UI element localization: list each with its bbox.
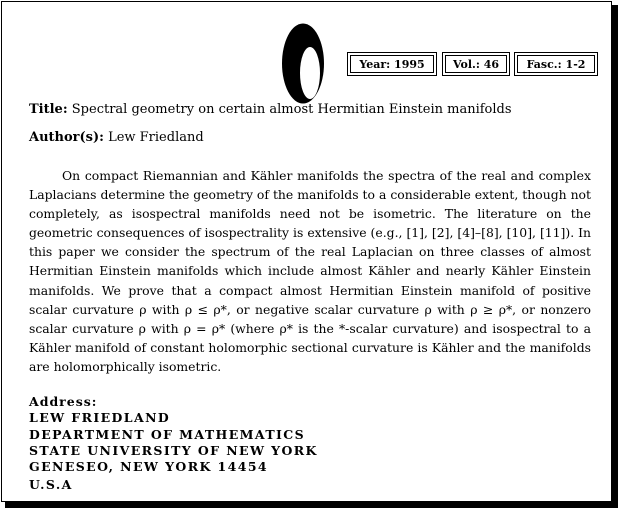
title-line [29, 102, 512, 117]
fascicle-label: Fasc.: [526, 58, 562, 71]
address-line: GENESEO, NEW YORK 14454 [29, 459, 269, 475]
abstract-text: On compact Riemannian and Kähler manifolds the spectra of the real and complex Laplacians determine the geometry of the manifolds to a considerable extent, though not completely, as isospectral manifolds need not be isometric. The literature on the geometric consequences of isospectrality is extensive (e.g., [1], [2], [4]–[8], [10], [11]). In this paper we consider the spectrum of the real Laplacian on three classes of almost Hermitian Einstein manifolds which include almost Kähler and nearly Kähler Einstein manifolds. We prove that a compact almost Hermitian Einstein manifold of positive scalar curvature ρ with ρ ≤ ρ*, or negative scalar curvature ρ with ρ ≥ ρ*, or nonzero scalar curvature ρ with ρ = ρ* (where ρ* is the *-scalar curvature) and isospectral to a Kähler manifold of constant holomorphic sectional curvature is Kähler and the manifolds are holomorphically isometric. [29, 168, 591, 374]
address-line: LEW FRIEDLAND [29, 410, 171, 426]
fascicle-value: 1-2 [565, 58, 586, 71]
volume-value: 46 [483, 58, 500, 71]
frame-shadow-bottom [5, 502, 618, 508]
authors-line [29, 130, 204, 145]
title-label: Title: [29, 102, 68, 117]
fascicle-badge [517, 55, 595, 73]
address-label: Address: [29, 394, 98, 409]
year-label: Year: [359, 58, 391, 71]
address-line: U.S.A [29, 477, 73, 493]
address-block [29, 394, 318, 494]
address-line: STATE UNIVERSITY OF NEW YORK [29, 442, 318, 458]
address-line: DEPARTMENT OF MATHEMATICS [29, 426, 306, 442]
paper-title: Spectral geometry on certain almost Hermitian Einstein manifolds [71, 102, 512, 117]
frame-shadow-right [612, 5, 618, 507]
year-badge [350, 55, 434, 73]
volume-label: Vol.: [452, 58, 480, 71]
authors-value: Lew Friedland [108, 130, 204, 145]
volume-badge [445, 55, 507, 73]
year-value: 1995 [394, 58, 425, 71]
authors-label: Author(s): [29, 130, 104, 145]
journal-logo-icon [280, 21, 326, 106]
record-frame [1, 1, 612, 502]
